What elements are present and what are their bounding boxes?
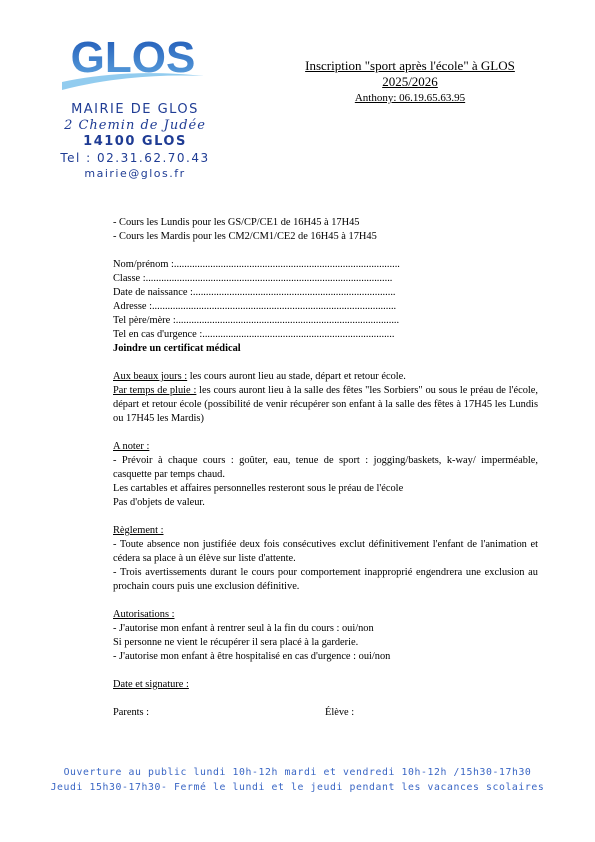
field-class: Classe :............................................................................................... [113,273,393,284]
contact-line: Anthony: 06.19.65.63.95 [354,92,466,104]
glos-logo [58,34,208,94]
notes-line: - Prévoir à chaque cours : goûter, eau, tenue de sport : jogging/baskets, k-way/ imperméable, casquette par temps chaud. [113,455,538,480]
field-emergency-phone: Tel en cas d'urgence :.......................................................................... [113,329,395,340]
mairie-postcode: 14100 GLOS [83,134,187,149]
signature-row [113,706,538,720]
field-birthdate: Date de naissance :.............................................................................. [113,287,396,298]
fine-weather-label: Aux beaux jours : [113,371,188,382]
parents-signature-label: Parents : [113,707,150,718]
document-header [260,58,560,106]
notes-title: A noter : [113,441,150,452]
field-parent-phone: Tel père/mère :...................................................................................... [113,315,400,326]
fine-weather-text: les cours auront lieu au stade, départ et retour école. [187,371,406,382]
document-body [113,216,538,720]
field-address: Adresse :.............................................................................................. [113,301,397,312]
certificate-note: Joindre un certificat médical [113,343,241,354]
student-signature-label: Élève : [325,707,355,718]
rules-title: Règlement : [113,525,164,536]
rain-text: les cours auront lieu à la salle des fêtes "les Sorbiers" ou sous le préau de l'école, départ et retour école (possibilité de venir récupérer son enfant à la salle des fêtes à 17H45 les Lundis ou 17H45 les Mardis) [113,385,538,424]
notes-line: Pas d'objets de valeur. [113,497,205,508]
mairie-title: MAIRIE DE GLOS [71,102,199,117]
footer-line: Jeudi 15h30-17h30- Fermé le lundi et le jeudi pendant les vacances scolaires [50,782,545,793]
school-year: 2025/2026 [382,74,438,89]
authorization-line: - J'autorise mon enfant à être hospitalisé en cas d'urgence : oui/non [113,651,391,662]
authorization-line: - J'autorise mon enfant à rentrer seul à la fin du cours : oui/non [113,623,374,634]
mairie-phone: Tel : 02.31.62.70.43 [60,151,210,165]
mairie-email: mairie@glos.fr [84,167,186,180]
document-title: Inscription "sport après l'école" à GLOS [305,58,515,73]
opening-hours-footer [0,765,595,795]
authorization-line: Si personne ne vient le récupérer il sera placé à la garderie. [113,637,359,648]
course-line: - Cours les Lundis pour les GS/CP/CE1 de 16H45 à 17H45 [113,217,360,228]
mairie-block [40,102,230,182]
signature-title: Date et signature : [113,679,189,690]
rain-label: Par temps de pluie : [113,385,197,396]
notes-line: Les cartables et affaires personnelles resteront sous le préau de l'école [113,483,404,494]
rules-line: - Toute absence non justifiée deux fois consécutives exclut définitivement l'enfant de l'animation et cédera sa place à un élève sur liste d'attente. [113,539,538,564]
fine-weather-paragraph [113,370,538,384]
course-line: - Cours les Mardis pour les CM2/CM1/CE2 de 16H45 à 17H45 [113,231,377,242]
rules-line: - Trois avertissements durant le cours pour comportement inapproprié engendrera une exclusion au prochain cours puis une exclusion définitive. [113,567,538,592]
field-name: Nom/prénom :....................................................................................... [113,259,400,270]
mairie-address: 2 Chemin de Judée [64,118,206,133]
authorizations-title: Autorisations : [113,609,175,620]
logo-text: GLOS [70,34,196,82]
rain-paragraph [113,384,538,426]
footer-line: Ouverture au public lundi 10h-12h mardi et vendredi 10h-12h /15h30-17h30 [63,767,532,778]
